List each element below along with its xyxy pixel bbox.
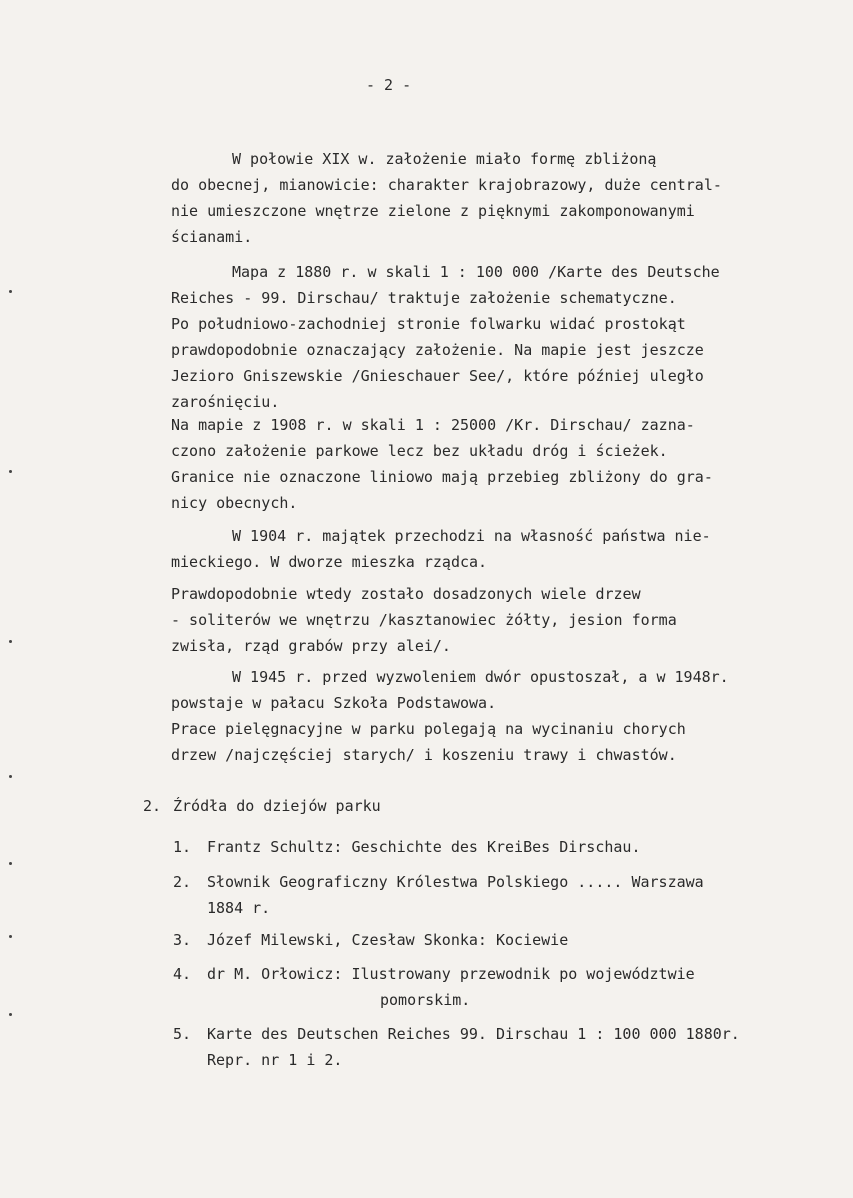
paragraph-2-line-2: Reiches - 99. Dirschau/ traktuje założenie schematyczne.: [171, 289, 677, 307]
paragraph-2-line-9: Granice nie oznaczone liniowo mają przebieg zbliżony do gra-: [171, 468, 713, 486]
source-3-number: 3.: [173, 931, 192, 949]
paragraph-4-line-2: - soliterów we wnętrzu /kasztanowiec żółty, jesion forma: [171, 611, 677, 629]
paragraph-2-line-7: Na mapie z 1908 r. w skali 1 : 25000 /Kr. Dirschau/ zazna-: [171, 416, 695, 434]
margin-mark: [9, 935, 12, 938]
source-2-number: 2.: [173, 873, 192, 891]
source-5-text: Karte des Deutschen Reiches 99. Dirschau 1 : 100 000 1880r.: [207, 1025, 740, 1043]
paragraph-1-line-2: do obecnej, mianowicie: charakter krajobrazowy, duże central-: [171, 176, 722, 194]
source-4-text: dr M. Orłowicz: Ilustrowany przewodnik po województwie: [207, 965, 695, 983]
source-4-text-cont: pomorskim.: [380, 991, 471, 1009]
margin-mark: [9, 640, 12, 643]
source-5-number: 5.: [173, 1025, 192, 1043]
paragraph-1-line-3: nie umieszczone wnętrze zielone z pięknymi zakomponowanymi: [171, 202, 695, 220]
section-number: 2.: [143, 797, 162, 815]
paragraph-2-line-3: Po południowo-zachodniej stronie folwarku widać prostokąt: [171, 315, 686, 333]
paragraph-3-line-1: W 1904 r. majątek przechodzi na własność państwa nie-: [232, 527, 711, 545]
source-1-text: Frantz Schultz: Geschichte des KreiBes Dirschau.: [207, 838, 641, 856]
paragraph-2-line-5: Jezioro Gniszewskie /Gnieschauer See/, które później uległo: [171, 367, 704, 385]
margin-mark: [9, 862, 12, 865]
paragraph-2-line-1: Mapa z 1880 r. w skali 1 : 100 000 /Karte des Deutsche: [232, 263, 720, 281]
paragraph-5-line-2: powstaje w pałacu Szkoła Podstawowa.: [171, 694, 497, 712]
paragraph-5-line-3: Prace pielęgnacyjne w parku polegają na wycinaniu chorych: [171, 720, 686, 738]
paragraph-5-line-4: drzew /najczęściej starych/ i koszeniu trawy i chwastów.: [171, 746, 677, 764]
source-4-number: 4.: [173, 965, 192, 983]
margin-mark: [9, 470, 12, 473]
paragraph-2-line-6: zarośnięciu.: [171, 393, 280, 411]
paragraph-5-line-1: W 1945 r. przed wyzwoleniem dwór opustoszał, a w 1948r.: [232, 668, 729, 686]
source-3-text: Józef Milewski, Czesław Skonka: Kociewie: [207, 931, 569, 949]
margin-mark: [9, 1013, 12, 1016]
paragraph-2-line-4: prawdopodobnie oznaczający założenie. Na mapie jest jeszcze: [171, 341, 704, 359]
paragraph-2-line-10: nicy obecnych.: [171, 494, 298, 512]
paragraph-3-line-2: mieckiego. W dworze mieszka rządca.: [171, 553, 488, 571]
margin-mark: [9, 290, 12, 293]
paragraph-4-line-3: zwisła, rząd grabów przy alei/.: [171, 637, 451, 655]
paragraph-2-line-8: czono założenie parkowe lecz bez układu dróg i ścieżek.: [171, 442, 668, 460]
paragraph-1-line-1: W połowie XIX w. założenie miało formę zbliżoną: [232, 150, 657, 168]
source-1-number: 1.: [173, 838, 192, 856]
page-number: - 2 -: [366, 76, 412, 94]
section-title: Źródła do dziejów parku: [173, 797, 381, 815]
paragraph-4-line-1: Prawdopodobnie wtedy zostało dosadzonych wiele drzew: [171, 585, 641, 603]
margin-mark: [9, 775, 12, 778]
paragraph-1-line-4: ścianami.: [171, 228, 253, 246]
source-2-text-cont: 1884 r.: [207, 899, 271, 917]
source-5-text-cont: Repr. nr 1 i 2.: [207, 1051, 343, 1069]
source-2-text: Słownik Geograficzny Królestwa Polskiego ..... Warszawa: [207, 873, 704, 891]
